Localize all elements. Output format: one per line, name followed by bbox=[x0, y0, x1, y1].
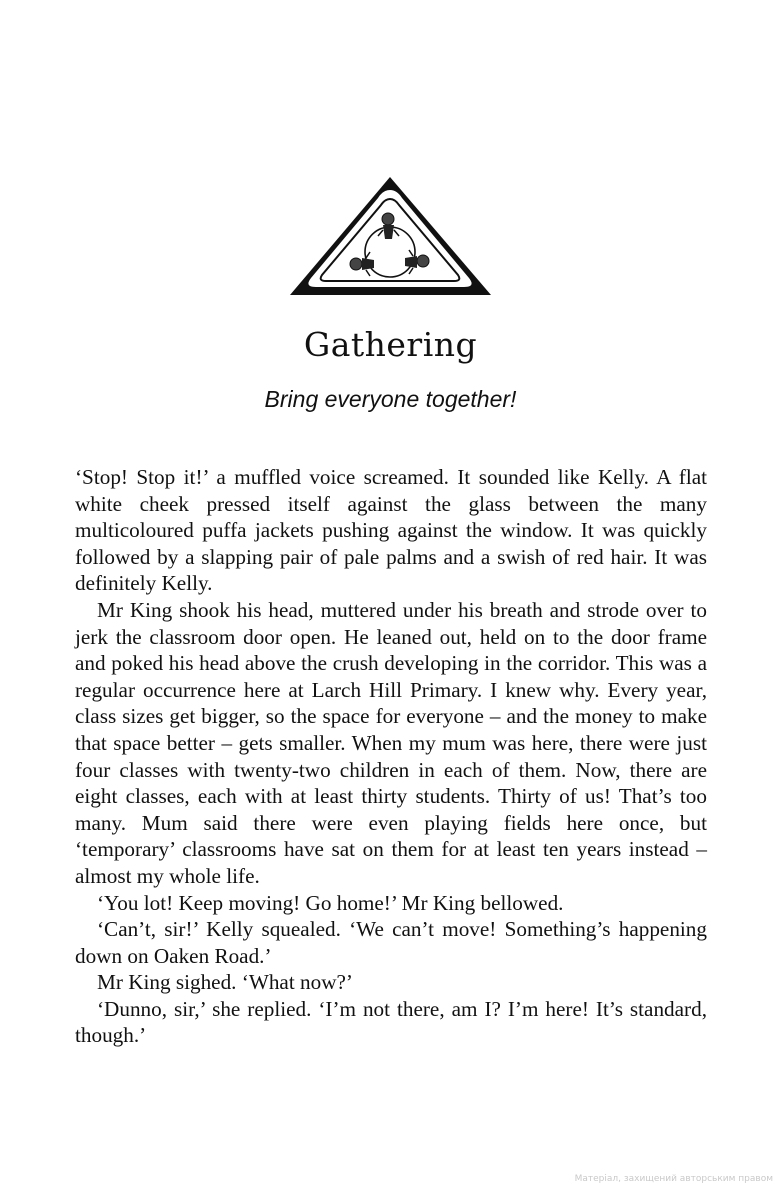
chapter-title: Gathering bbox=[303, 325, 478, 364]
paragraph-5: Mr King sighed. ‘What now?’ bbox=[97, 970, 353, 995]
paragraph-6: ‘Dunno, sir,’ she replied. ‘I’m not there, am I? I’m here! It’s standard, though.’ bbox=[75, 996, 707, 1048]
chapter-body bbox=[75, 464, 707, 1049]
paragraph-1: ‘Stop! Stop it!’ a muffled voice screamed. It sounded like Kelly. A flat white cheek pressed itself against the glass between the many multicoloured puffa jackets pushing against the window. It was quickly followed by a slapping pair of pale palms and a swish of red hair. It was definitely Kelly. bbox=[75, 465, 707, 596]
copyright-watermark: Матеріал, захищений авторським правом bbox=[574, 1174, 773, 1184]
paragraph-2: Mr King shook his head, muttered under his breath and strode over to jerk the classroom door open. He leaned out, held on to the door frame and poked his head above the crush developing in the corridor. This was a regular occurrence here at Larch Hill Primary. I knew why. Every year, class sizes get bigger, so the space for everyone – and the money to make that space better – gets smaller. When my mum was here, there were just four classes with twenty-two children in each of them. Now, there are eight classes, each with at least thirty students. Thirty of us! That’s too many. Mum said there were even playing fields here once, but ‘temporary’ classrooms have sat on them for at least ten years instead – almost my whole life. bbox=[75, 597, 707, 888]
chapter-emblem bbox=[286, 172, 496, 300]
chapter-subtitle: Bring everyone together! bbox=[264, 386, 517, 412]
paragraph-4: ‘Can’t, sir!’ Kelly squealed. ‘We can’t move! Something’s happening down on Oaken Road.’ bbox=[75, 917, 707, 968]
triangle-gathering-emblem-icon bbox=[286, 172, 496, 300]
paragraph-3: ‘You lot! Keep moving! Go home!’ Mr King bellowed. bbox=[97, 890, 564, 915]
